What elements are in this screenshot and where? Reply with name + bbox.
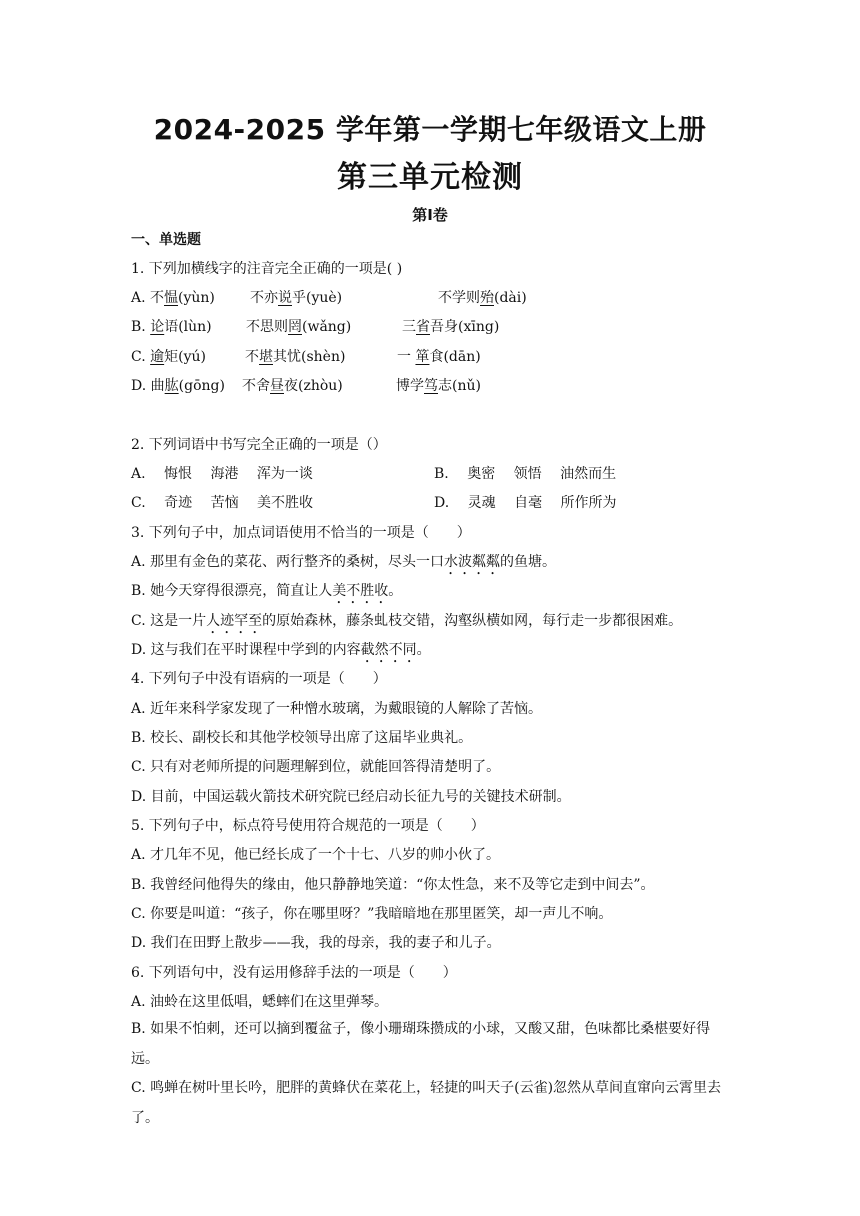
question-6-option-a: A. 油蛉在这里低唱，蟋蟀们在这里弹琴。	[131, 994, 389, 1010]
question-2-stem: 2. 下列词语中书写完全正确的一项是（）	[131, 437, 387, 453]
question-2-option-a: A. 悔恨 海港 浑为一谈	[131, 466, 313, 482]
question-4-option-d: D. 目前，中国运载火箭技术研究院已经启动长征九号的关键技术研制。	[131, 789, 571, 805]
question-4-option-c: C. 只有对老师所提的问题理解到位，就能回答得清楚明了。	[131, 759, 501, 775]
question-5-option-d: D. 我们在田野上散步——我，我的母亲，我的妻子和儿子。	[131, 935, 501, 951]
question-6-stem: 6. 下列语句中，没有运用修辞手法的一项是（ ）	[131, 965, 457, 981]
question-2-option-b: B. 奥密 领悟 油然而生	[434, 466, 617, 482]
question-5-stem: 5. 下列句子中，标点符号使用符合规范的一项是（ ）	[131, 818, 485, 834]
question-6-option-b: B. 如果不怕刺，还可以摘到覆盆子，像小珊瑚珠攒成的小球，又酸又甜，色味都比桑椹要好得远。	[131, 1021, 711, 1067]
question-1-stem: 1. 下列加横线字的注音完全正确的一项是( )	[131, 261, 403, 277]
volume-label: 第Ⅰ卷	[412, 206, 448, 224]
question-4-option-b: B. 校长、副校长和其他学校领导出席了这届毕业典礼。	[131, 730, 473, 746]
question-3-option-a: A. 那里有金色的菜花、两行整齐的桑树，尽头一口水波粼粼的鱼塘。	[131, 554, 557, 570]
question-3-stem: 3. 下列句子中，加点词语使用不恰当的一项是（ ）	[131, 525, 471, 541]
question-4-stem: 4. 下列句子中没有语病的一项是（ ）	[131, 671, 387, 687]
question-5-option-b: B. 我曾经问他得失的缘由，他只静静地笑道：“你太性急，来不及等它走到中间去”。	[131, 877, 655, 893]
question-3-option-b: B. 她今天穿得很漂亮，简直让人美不胜收。	[131, 583, 403, 599]
question-2-option-c: C. 奇迹 苦恼 美不胜收	[131, 495, 314, 511]
exam-page: 2024-2025 学年第一学期七年级语文上册 第三单元检测 第Ⅰ卷 一、单选题 1. 下列加横线字的注音完全正确的一项是( ) A. 不愠(yùn) 不亦说乎(yuè) 不学则殆(dài) B. 论语(lùn) 不思则罔(wǎng) 三省吾身(xīng) C. 逾矩(yú) 不堪其忧(shèn) 一 箪食(dān) D. 曲肱(gōng) 不舍昼夜(zhòu) 博学笃志(nǔ) 2. 下列词语中书写完全正确的一项是（） A. 悔恨 海港 浑为一谈 B. 奥密 领悟 油然而生 C. 奇迹 苦恼 美不胜收 D. 灵魂 自毫 所作所为 3. 下列句子中，加点词语使用不恰当的一项是（ ） A. 那里有金色的菜花、两行整齐的桑树，尽头一口水波粼粼的鱼塘。 B. 她今天穿得很漂亮，简直让人美不胜收。 C. 这是一片人迹罕至的原始森林，藤条虬枝交错，沟壑纵横如网，每行走一步都很困难。 D. 这与我们在平时课程中学到的内容截然不同。 4. 下列句子中没有语病的一项是（ ） A. 近年来科学家发现了一种憎水玻璃，为戴眼镜的人解除了苦恼。 B. 校长、副校长和其他学校领导出席了这届毕业典礼。 C. 只有对老师所提的问题理解到位，就能回答得清楚明了。 D. 目前，中国运载火箭技术研究院已经启动长征九号的关键技术研制。 5. 下列句子中，标点符号使用符合规范的一项是（ ） A. 才几年不见，他已经长成了一个十七、八岁的帅小伙了。 B. 我曾经问他得失的缘由，他只静静地笑道：“你太性急，来不及等它走到中间去”。 C. 你要是叫道：“孩子，你在哪里呀？”我暗暗地在那里匿笑，却一声儿不响。 D. 我们在田野上散步——我，我的母亲，我的妻子和儿子。 6. 下列语句中，没有运用修辞手法的一项是（ ） A. 油蛉在这里低唱，蟋蟀们在这里弹琴。 B. 如果不怕刺，还可以摘到覆盆子，像小珊瑚珠攒成的小球，又酸又甜，色味都比桑椹要好得远。 C. 鸣蝉在树叶里长吟，肥胖的黄蜂伏在菜花上，轻捷的叫天子(云雀)忽然从草间直窜向云霄里去了。	[0, 0, 860, 1216]
question-6-option-c: C. 鸣蝉在树叶里长吟，肥胖的黄蜂伏在菜花上，轻捷的叫天子(云雀)忽然从草间直窜向云霄里去了。	[131, 1080, 722, 1126]
exam-title: 2024-2025 学年第一学期七年级语文上册	[153, 113, 707, 146]
exam-subtitle: 第三单元检测	[337, 160, 523, 195]
question-3-option-c: C. 这是一片人迹罕至的原始森林，藤条虬枝交错，沟壑纵横如网，每行走一步都很困难。	[131, 613, 683, 629]
section-heading: 一、单选题	[131, 232, 201, 248]
question-3-option-d: D. 这与我们在平时课程中学到的内容截然不同。	[131, 642, 431, 658]
question-5-option-c: C. 你要是叫道：“孩子，你在哪里呀？”我暗暗地在那里匿笑，却一声儿不响。	[131, 906, 613, 922]
question-4-option-a: A. 近年来科学家发现了一种憎水玻璃，为戴眼镜的人解除了苦恼。	[131, 701, 543, 717]
question-5-option-a: A. 才几年不见，他已经长成了一个十七、八岁的帅小伙了。	[131, 847, 501, 863]
question-2-option-d: D. 灵魂 自毫 所作所为	[434, 495, 617, 511]
